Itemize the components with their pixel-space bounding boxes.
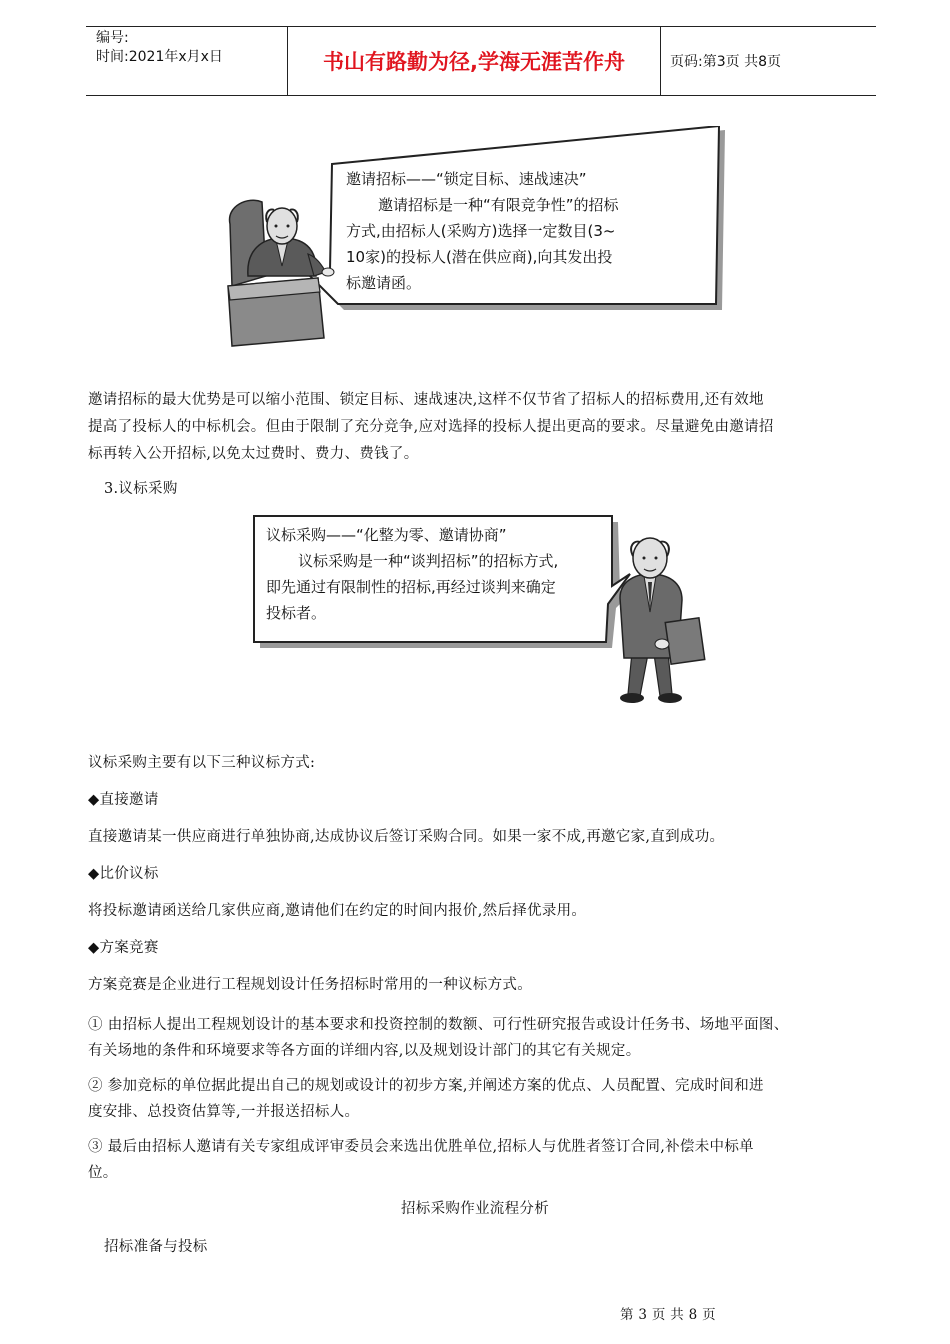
step-line: ① 由招标人提出工程规划设计的基本要求和投资控制的数额、可行性研究报告或设计任务书、场地平面图、 — [88, 1017, 789, 1033]
bubble-content — [346, 166, 716, 296]
method-text-direct: 直接邀请某一供应商进行单独协商,达成协议后签订采购合同。如果一家不成,再邀它家,直到成功。 — [88, 829, 725, 845]
method-text-competition: 方案竞赛是企业进行工程规划设计任务招标时常用的一种议标方式。 — [88, 977, 532, 993]
competition-step-2 — [88, 1073, 764, 1125]
bubble-line: 标邀请函。 — [346, 274, 422, 292]
competition-step-3 — [88, 1134, 754, 1186]
method-title-price-compare: ◆比价议标 — [88, 866, 159, 882]
bubble-line: 邀请招标是一种“有限竞争性”的招标 — [378, 196, 619, 214]
paragraph-line: 标再转入公开招标,以免太过费时、费力、费钱了。 — [88, 446, 419, 462]
section-title: 招标采购作业流程分析 — [401, 1201, 549, 1217]
header-page-label: 页码:第3页 共8页 — [670, 54, 781, 70]
step-line: ② 参加竞标的单位据此提出自己的规划或设计的初步方案,并阐述方案的优点、人员配置、完成时间和进 — [88, 1078, 764, 1094]
competition-step-1 — [88, 1012, 789, 1064]
header-meta — [96, 29, 223, 67]
document-time-label: 时间:2021年x月x日 — [96, 49, 223, 65]
section-heading-negotiated: 3.议标采购 — [104, 481, 178, 497]
method-title-competition: ◆方案竞赛 — [88, 940, 159, 956]
paragraph-line: 提高了投标人的中标机会。但由于限制了充分竞争,应对选择的投标人提出更高的要求。尽量避免由邀请招 — [88, 419, 774, 435]
bubble-line: 议标采购是一种“谈判招标”的招标方式, — [298, 552, 559, 570]
method-title-direct: ◆直接邀请 — [88, 792, 159, 808]
step-line: 位。 — [88, 1165, 118, 1181]
bubble-line: 即先通过有限制性的招标,再经过谈判来确定 — [266, 578, 556, 596]
bubble-line: 投标者。 — [266, 604, 327, 622]
methods-intro: 议标采购主要有以下三种议标方式: — [88, 755, 316, 771]
page-header — [86, 26, 876, 96]
method-text-price-compare: 将投标邀请函送给几家供应商,邀请他们在约定的时间内报价,然后择优录用。 — [88, 903, 587, 919]
header-divider — [660, 27, 661, 95]
illustration-negotiated-procurement — [250, 512, 720, 708]
step-line: 度安排、总投资估算等,一并报送招标人。 — [88, 1104, 360, 1120]
step-line: 有关场地的条件和环境要求等各方面的详细内容,以及规划设计部门的其它有关规定。 — [88, 1043, 641, 1059]
bubble-line: 方式,由招标人(采购方)选择一定数目(3~ — [346, 222, 616, 240]
bubble-title: 议标采购——“化整为零、邀请协商” — [266, 526, 507, 544]
document-number-label: 编号: — [96, 30, 129, 46]
paragraph-line: 邀请招标的最大优势是可以缩小范围、锁定目标、速战速决,这样不仅节省了招标人的招标费用,还有效地 — [88, 392, 764, 408]
subsection-title: 招标准备与投标 — [104, 1239, 208, 1255]
bubble-title: 邀请招标——“锁定目标、速战速决” — [346, 170, 587, 188]
footer-page-number: 第 3 页 共 8 页 — [620, 1307, 716, 1323]
paragraph-invite-advantages — [88, 387, 878, 468]
bubble-content — [266, 522, 611, 626]
header-motto: 书山有路勤为径,学海无涯苦作舟 — [323, 50, 625, 74]
step-line: ③ 最后由招标人邀请有关专家组成评审委员会来选出优胜单位,招标人与优胜者签订合同,补偿未中标单 — [88, 1139, 754, 1155]
illustration-invite-bidding — [218, 126, 728, 348]
bubble-line: 10家)的投标人(潜在供应商),向其发出投 — [346, 248, 613, 266]
